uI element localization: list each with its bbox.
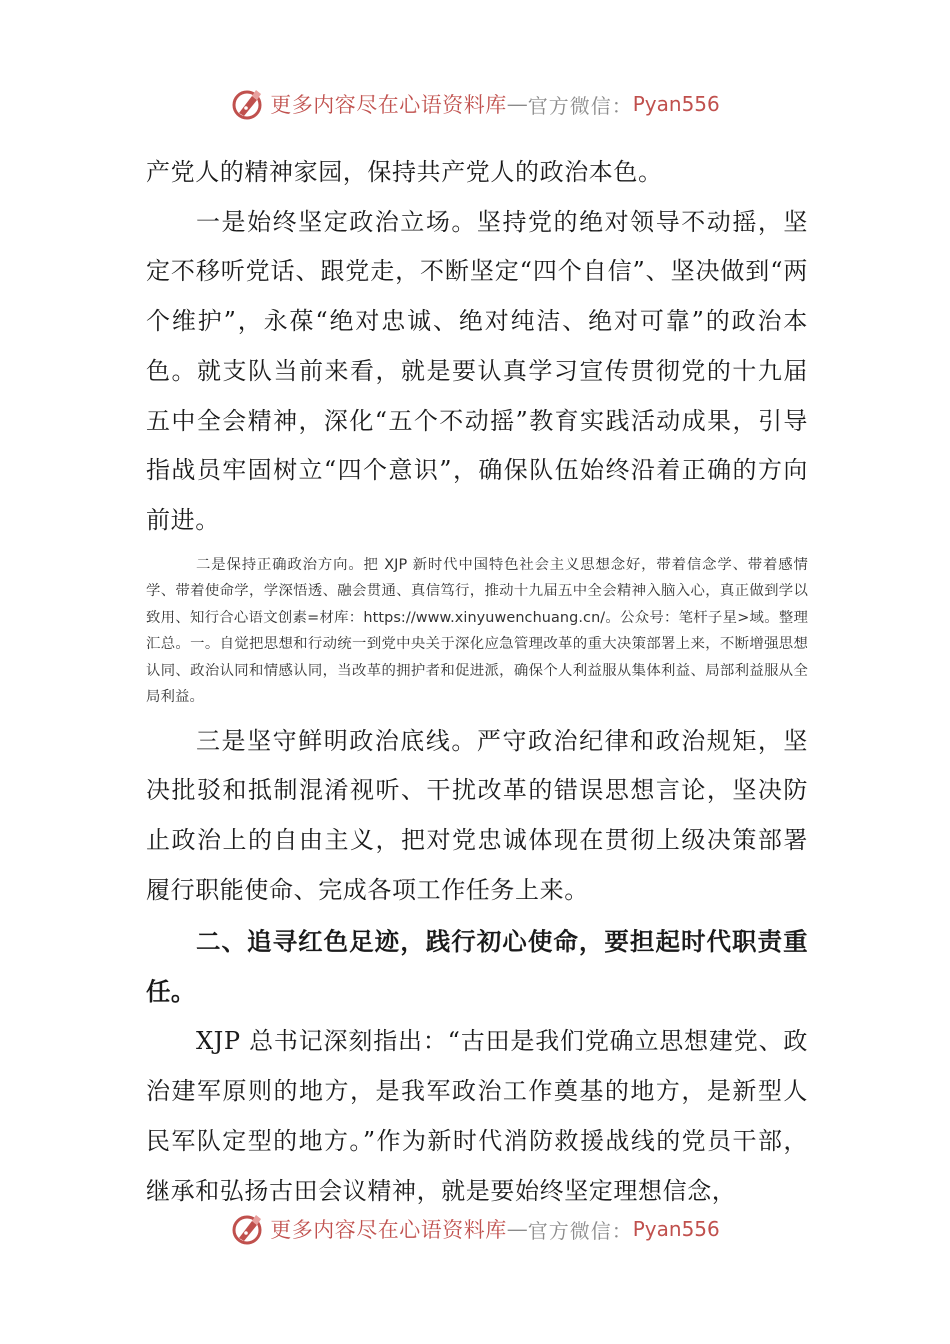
section-heading-2: 二、追寻红色足迹，践行初心使命，要担起时代职责重任。 <box>146 927 808 1007</box>
banner-separator: — <box>506 92 528 116</box>
banner-wechat-id: Pyan556 <box>632 1217 720 1241</box>
paragraph-political-bottom-line: 三是坚守鲜明政治底线。严守政治纪律和政治规矩，坚决批驳和抵制混淆视听、干扰改革的错误思想言论，坚决防止政治上的自由主义，把对党忠诚体现在贯彻上级决策部署履行职能使命、完成各项工作任务上来。 <box>146 726 808 904</box>
paragraph-political-stance: 一是始终坚定政治立场。坚持党的绝对领导不动摇，坚定不移听党话、跟党走，不断坚定“四个自信”、坚决做到“两个维护”，永葆“绝对忠诚、绝对纯洁、绝对可靠”的政治本色。就支队当前来看，就是要认真学习宣传贯彻党的十九届五中全会精神，深化“五个不动摇”教育实践活动成果，引导指战员牢固树立“四个意识”，确保队伍始终沿着正确的方向前进。 <box>146 207 808 534</box>
banner-sub-text: 官方微信： <box>527 93 633 118</box>
banner-wechat-id: Pyan556 <box>632 92 720 116</box>
paragraph-political-direction-small: 二是保持正确政治方向。把 XJP 新时代中国特色社会主义思想念好，带着信念学、带着感情学、带着使命学，学深悟透、融会贯通、真信笃行，推动十九届五中全会精神入脑入心，真正做到学以致用、知行合心语文创素=材库：https://www.xinyuwenchuang.cn/。公众号：笔杆子星>域。整理汇总。一。自觉把思想和行动统一到党中央关于深化应急管理改革的重大决策部署上来，不断增强思想认同、政治认同和情感认同，当改革的拥护者和促进派，确保个人利益服从集体利益、局部利益服从全局利益。 <box>146 556 808 706</box>
header-banner <box>0 84 950 124</box>
footer-banner <box>0 1209 950 1249</box>
pen-nib-logo-icon <box>230 86 266 122</box>
banner-main-text: 更多内容尽在心语资料库 <box>270 93 507 117</box>
paragraph-continuation: 产党人的精神家园，保持共产党人的政治本色。 <box>146 158 663 186</box>
banner-main-text: 更多内容尽在心语资料库 <box>270 1218 507 1242</box>
banner-separator: — <box>506 1217 528 1241</box>
document-body <box>146 148 808 1216</box>
pen-nib-logo-icon <box>230 1211 266 1247</box>
banner-sub-text: 官方微信： <box>527 1218 633 1243</box>
paragraph-gutian-quote: XJP 总书记深刻指出：“古田是我们党确立思想建党、政治建军原则的地方，是我军政治工作奠基的地方，是新型人民军队定型的地方。”作为新时代消防救援战线的党员干部，继承和弘扬古田会议精神，就是要始终坚定理想信念， <box>146 1027 808 1205</box>
